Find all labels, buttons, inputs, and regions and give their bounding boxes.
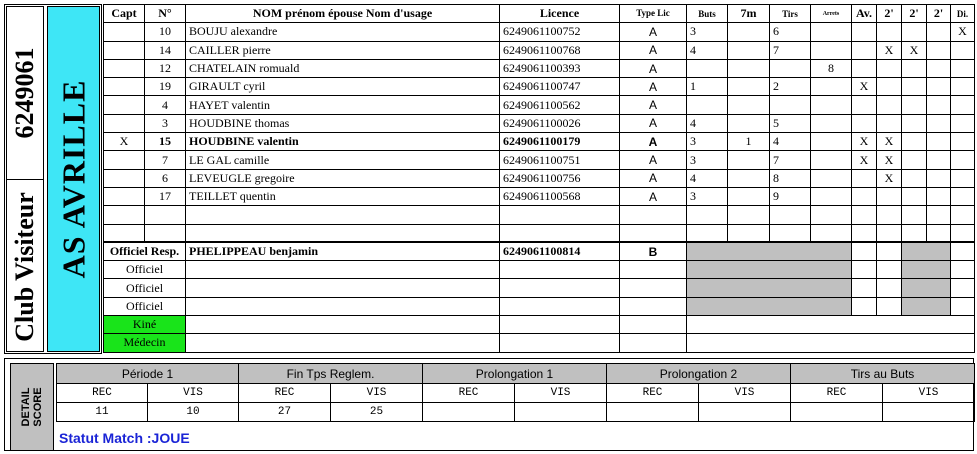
rec-header: REC: [791, 384, 883, 403]
player-row: [104, 96, 975, 114]
player-2min-3: [927, 23, 951, 41]
rec-header: REC: [607, 384, 699, 403]
player-tirs: 7: [770, 151, 811, 169]
player-di: X: [951, 23, 975, 41]
official-role: Officiel Resp.: [104, 242, 186, 260]
player-type: A: [620, 187, 687, 205]
header-2min-1: 2': [877, 5, 902, 23]
player-arrets: [811, 133, 852, 151]
player-7m: [728, 114, 770, 132]
player-type: A: [620, 41, 687, 59]
player-type: A: [620, 59, 687, 77]
period-header: Fin Tps Reglem.: [239, 364, 423, 384]
official-type: [620, 316, 687, 334]
header-7m: 7m: [728, 5, 770, 23]
empty-cell: [951, 224, 975, 242]
player-arrets: 8: [811, 59, 852, 77]
period-header: Tirs au Buts: [791, 364, 975, 384]
player-av: [852, 23, 877, 41]
player-2min-3: [927, 133, 951, 151]
player-7m: [728, 187, 770, 205]
player-name: TEILLET quentin: [186, 187, 500, 205]
official-role: Officiel: [104, 279, 186, 297]
header-arrets: Arrets: [811, 5, 852, 23]
vis-score: [515, 403, 607, 422]
vis-score: 25: [331, 403, 423, 422]
staff-row-kine: [104, 316, 975, 334]
player-row: [104, 151, 975, 169]
empty-cell: [811, 206, 852, 224]
score-values: [57, 403, 975, 422]
player-2min-3: [927, 41, 951, 59]
player-2min-1: [877, 59, 902, 77]
player-number: 4: [145, 96, 186, 114]
player-row: [104, 41, 975, 59]
player-number: 15: [145, 133, 186, 151]
club-name: AS AVRILLE: [55, 79, 91, 279]
gray-block: [687, 297, 852, 315]
empty-cell: [620, 224, 687, 242]
player-buts: 3: [687, 151, 728, 169]
player-2min-3: [927, 78, 951, 96]
empty-cell: [104, 224, 145, 242]
player-tirs: 5: [770, 114, 811, 132]
player-row-captain: [104, 133, 975, 151]
empty-cell: [951, 279, 975, 297]
official-type: [620, 261, 687, 279]
player-name: LEVEUGLE gregoire: [186, 169, 500, 187]
official-role: Officiel: [104, 261, 186, 279]
empty-cell: [852, 279, 877, 297]
player-licence: 6249061100393: [500, 59, 620, 77]
empty-cell: [500, 224, 620, 242]
empty-cell: [687, 316, 975, 334]
player-arrets: [811, 41, 852, 59]
player-arrets: [811, 187, 852, 205]
player-buts: 3: [687, 187, 728, 205]
player-2min-3: [927, 151, 951, 169]
period-header: Période 1: [57, 364, 239, 384]
player-arrets: [811, 151, 852, 169]
player-av: [852, 41, 877, 59]
player-tirs: 9: [770, 187, 811, 205]
empty-cell: [951, 206, 975, 224]
header-licence: Licence: [500, 5, 620, 23]
rec-score: [423, 403, 515, 422]
empty-cell: [877, 242, 902, 260]
official-licence: [500, 334, 620, 352]
player-di: [951, 151, 975, 169]
player-type: A: [620, 23, 687, 41]
player-row: [104, 59, 975, 77]
player-2min-2: [902, 114, 927, 132]
player-tirs: 7: [770, 41, 811, 59]
player-arrets: [811, 96, 852, 114]
player-di: [951, 41, 975, 59]
empty-cell: [852, 206, 877, 224]
header-type-lic: Type Lic: [620, 5, 687, 23]
player-capt: [104, 169, 145, 187]
score-table: [56, 363, 975, 422]
header-2min-3: 2': [927, 5, 951, 23]
player-7m: [728, 23, 770, 41]
empty-cell: [852, 297, 877, 315]
empty-cell: [620, 206, 687, 224]
empty-cell: [728, 224, 770, 242]
player-buts: 4: [687, 41, 728, 59]
header-tirs: Tirs: [770, 5, 811, 23]
empty-cell: [145, 206, 186, 224]
official-type: [620, 279, 687, 297]
official-name: [186, 279, 500, 297]
player-number: 3: [145, 114, 186, 132]
player-av: [852, 187, 877, 205]
empty-cell: [104, 206, 145, 224]
period-header: Prolongation 1: [423, 364, 607, 384]
official-licence: [500, 316, 620, 334]
player-7m: [728, 169, 770, 187]
player-row-empty: [104, 206, 975, 224]
gray-block: [687, 279, 852, 297]
header-di: Di.: [951, 5, 975, 23]
player-arrets: [811, 23, 852, 41]
empty-cell: [877, 261, 902, 279]
gray-block: [902, 297, 951, 315]
vis-score: [883, 403, 975, 422]
player-buts: 3: [687, 23, 728, 41]
rec-header: REC: [423, 384, 515, 403]
empty-cell: [951, 297, 975, 315]
player-buts: 4: [687, 169, 728, 187]
header-buts: Buts: [687, 5, 728, 23]
empty-cell: [877, 224, 902, 242]
gray-block: [902, 279, 951, 297]
vis-score: 10: [148, 403, 239, 422]
player-buts: 4: [687, 114, 728, 132]
player-number: 14: [145, 41, 186, 59]
header-number: N°: [145, 5, 186, 23]
player-7m: [728, 41, 770, 59]
player-7m: [728, 78, 770, 96]
empty-cell: [687, 206, 728, 224]
player-av: X: [852, 133, 877, 151]
player-licence: 6249061100026: [500, 114, 620, 132]
header-capt: Capt: [104, 5, 145, 23]
empty-cell: [186, 206, 500, 224]
player-2min-3: [927, 169, 951, 187]
player-number: 7: [145, 151, 186, 169]
empty-cell: [877, 279, 902, 297]
players-table: [103, 4, 975, 353]
empty-cell: [877, 297, 902, 315]
empty-cell: [770, 206, 811, 224]
player-7m: [728, 59, 770, 77]
player-licence: 6249061100747: [500, 78, 620, 96]
player-av: X: [852, 78, 877, 96]
empty-cell: [186, 224, 500, 242]
detail-score-label: DETAIL SCORE: [20, 387, 44, 427]
rec-score: [791, 403, 883, 422]
player-2min-1: [877, 23, 902, 41]
player-row: [104, 114, 975, 132]
player-2min-3: [927, 114, 951, 132]
official-row-resp: [104, 242, 975, 260]
player-2min-2: X: [902, 41, 927, 59]
rec-header: REC: [57, 384, 148, 403]
vis-header: VIS: [699, 384, 791, 403]
header-2min-2: 2': [902, 5, 927, 23]
player-type: A: [620, 78, 687, 96]
official-licence: [500, 279, 620, 297]
player-tirs: [770, 96, 811, 114]
player-number: 19: [145, 78, 186, 96]
player-licence: 6249061100756: [500, 169, 620, 187]
empty-cell: [687, 224, 728, 242]
player-buts: [687, 59, 728, 77]
official-licence: 6249061100814: [500, 242, 620, 260]
player-av: [852, 96, 877, 114]
player-licence: 6249061100752: [500, 23, 620, 41]
player-di: [951, 78, 975, 96]
official-type: B: [620, 242, 687, 260]
empty-cell: [500, 206, 620, 224]
empty-cell: [728, 206, 770, 224]
player-name: BOUJU alexandre: [186, 23, 500, 41]
staff-role-kine: Kiné: [104, 316, 186, 334]
club-panel: [4, 4, 102, 354]
club-number-cell: [7, 7, 43, 180]
empty-cell: [687, 334, 975, 352]
player-av: [852, 114, 877, 132]
period-header: Prolongation 2: [607, 364, 791, 384]
score-period-headers: [57, 364, 975, 384]
player-row: [104, 169, 975, 187]
gray-block: [902, 242, 951, 260]
player-capt: [104, 151, 145, 169]
empty-cell: [877, 206, 902, 224]
official-row: [104, 279, 975, 297]
player-2min-2: [902, 151, 927, 169]
player-name: CHATELAIN romuald: [186, 59, 500, 77]
player-arrets: [811, 78, 852, 96]
rec-score: 11: [57, 403, 148, 422]
player-2min-3: [927, 59, 951, 77]
empty-cell: [951, 242, 975, 260]
player-licence: 6249061100768: [500, 41, 620, 59]
player-arrets: [811, 169, 852, 187]
player-di: [951, 96, 975, 114]
player-licence: 6249061100179: [500, 133, 620, 151]
vis-header: VIS: [883, 384, 975, 403]
official-row: [104, 261, 975, 279]
player-av: [852, 169, 877, 187]
player-capt: [104, 78, 145, 96]
player-2min-2: [902, 78, 927, 96]
player-di: [951, 169, 975, 187]
staff-role-medecin: Médecin: [104, 334, 186, 352]
player-2min-1: X: [877, 133, 902, 151]
official-name: PHELIPPEAU benjamin: [186, 242, 500, 260]
player-row: [104, 78, 975, 96]
vis-score: [699, 403, 791, 422]
player-row: [104, 23, 975, 41]
player-number: 10: [145, 23, 186, 41]
player-2min-1: X: [877, 169, 902, 187]
official-row: [104, 297, 975, 315]
vis-header: VIS: [148, 384, 239, 403]
official-name: [186, 297, 500, 315]
club-left-column: [6, 6, 44, 352]
detail-score-label-box: [10, 363, 54, 451]
player-tirs: 8: [770, 169, 811, 187]
player-number: 12: [145, 59, 186, 77]
official-role: Officiel: [104, 297, 186, 315]
player-licence: 6249061100568: [500, 187, 620, 205]
player-2min-2: [902, 23, 927, 41]
player-buts: 3: [687, 133, 728, 151]
player-buts: [687, 96, 728, 114]
player-tirs: [770, 59, 811, 77]
vis-header: VIS: [515, 384, 607, 403]
official-type: [620, 297, 687, 315]
player-di: [951, 59, 975, 77]
empty-cell: [902, 206, 927, 224]
gray-block: [902, 261, 951, 279]
player-capt: [104, 114, 145, 132]
player-type: A: [620, 151, 687, 169]
club-name-panel: [47, 6, 100, 352]
player-name: LE GAL camille: [186, 151, 500, 169]
official-name: [186, 261, 500, 279]
player-number: 17: [145, 187, 186, 205]
player-2min-1: [877, 187, 902, 205]
player-type: A: [620, 96, 687, 114]
player-2min-1: X: [877, 41, 902, 59]
official-licence: [500, 261, 620, 279]
player-capt: [104, 59, 145, 77]
player-7m: 1: [728, 133, 770, 151]
player-capt: [104, 41, 145, 59]
rec-score: 27: [239, 403, 331, 422]
player-av: [852, 59, 877, 77]
player-2min-3: [927, 187, 951, 205]
empty-cell: [902, 224, 927, 242]
player-capt: [104, 96, 145, 114]
official-licence: [500, 297, 620, 315]
player-2min-1: [877, 78, 902, 96]
empty-cell: [852, 242, 877, 260]
player-capt: [104, 23, 145, 41]
player-di: [951, 114, 975, 132]
player-number: 6: [145, 169, 186, 187]
rec-score: [607, 403, 699, 422]
match-status: Statut Match :JOUE: [59, 430, 190, 446]
empty-cell: [927, 224, 951, 242]
player-2min-2: [902, 59, 927, 77]
header-name: NOM prénom épouse Nom d'usage: [186, 5, 500, 23]
official-name: [186, 316, 500, 334]
player-2min-2: [902, 169, 927, 187]
official-name: [186, 334, 500, 352]
player-2min-1: [877, 96, 902, 114]
player-capt: X: [104, 133, 145, 151]
empty-cell: [145, 224, 186, 242]
player-capt: [104, 187, 145, 205]
player-di: [951, 133, 975, 151]
gray-block: [687, 242, 852, 260]
gray-block: [687, 261, 852, 279]
player-name: GIRAULT cyril: [186, 78, 500, 96]
player-2min-3: [927, 96, 951, 114]
player-tirs: 4: [770, 133, 811, 151]
club-label-cell: [7, 180, 43, 353]
player-tirs: 6: [770, 23, 811, 41]
header-av: Av.: [852, 5, 877, 23]
score-subheaders: [57, 384, 975, 403]
player-row-empty: [104, 224, 975, 242]
table-header-row: [104, 5, 975, 23]
staff-row-medecin: [104, 334, 975, 352]
player-tirs: 2: [770, 78, 811, 96]
player-type: A: [620, 133, 687, 151]
empty-cell: [770, 224, 811, 242]
player-name: CAILLER pierre: [186, 41, 500, 59]
player-licence: 6249061100562: [500, 96, 620, 114]
player-di: [951, 187, 975, 205]
player-2min-1: [877, 114, 902, 132]
player-type: A: [620, 169, 687, 187]
player-buts: 1: [687, 78, 728, 96]
vis-header: VIS: [331, 384, 423, 403]
player-type: A: [620, 114, 687, 132]
player-7m: [728, 151, 770, 169]
empty-cell: [811, 224, 852, 242]
player-row: [104, 187, 975, 205]
empty-cell: [927, 206, 951, 224]
empty-cell: [951, 261, 975, 279]
empty-cell: [852, 224, 877, 242]
player-7m: [728, 96, 770, 114]
club-visiteur-label: Club Visiteur: [10, 191, 39, 342]
player-2min-2: [902, 187, 927, 205]
empty-cell: [852, 261, 877, 279]
official-type: [620, 334, 687, 352]
player-2min-2: [902, 133, 927, 151]
club-number: 6249061: [10, 47, 39, 139]
player-2min-2: [902, 96, 927, 114]
player-name: HOUDBINE thomas: [186, 114, 500, 132]
player-licence: 6249061100751: [500, 151, 620, 169]
player-name: HAYET valentin: [186, 96, 500, 114]
player-name: HOUDBINE valentin: [186, 133, 500, 151]
rec-header: REC: [239, 384, 331, 403]
player-2min-1: X: [877, 151, 902, 169]
player-arrets: [811, 114, 852, 132]
player-av: X: [852, 151, 877, 169]
